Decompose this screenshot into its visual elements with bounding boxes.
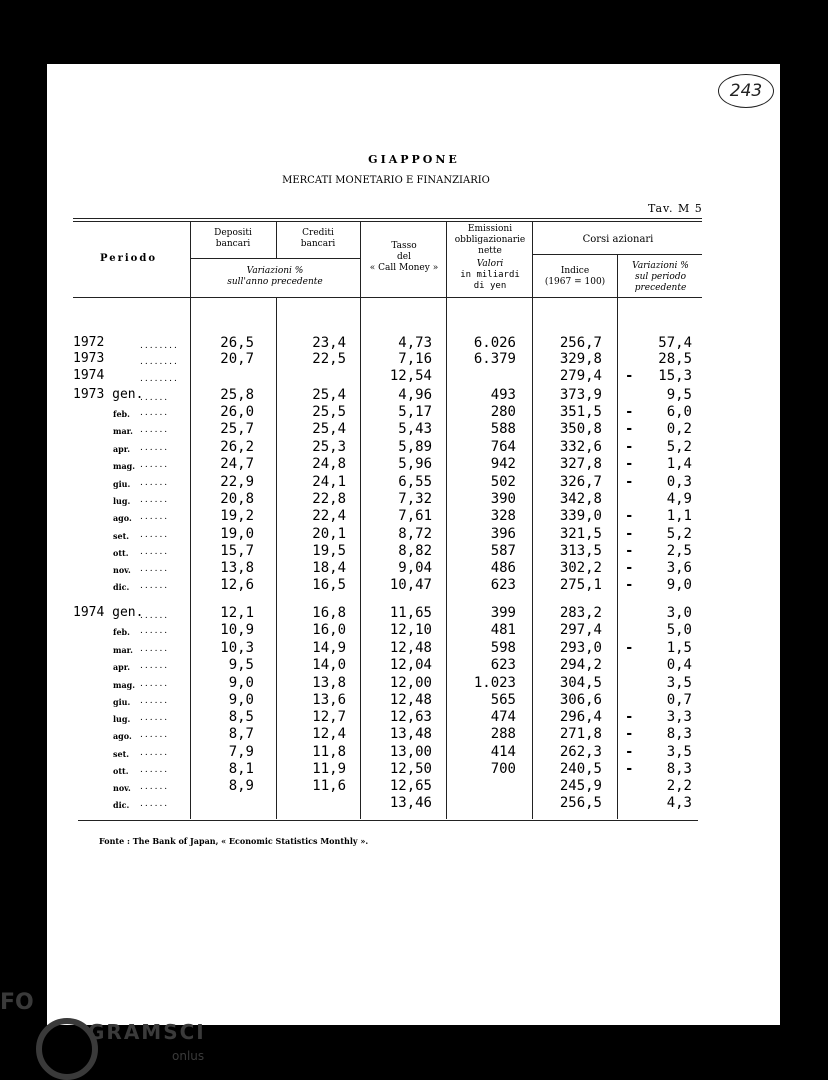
stock-change-value: 8,3 <box>666 761 692 777</box>
deposit-value: 19,0 <box>220 526 254 542</box>
stock-index-value: 373,9 <box>559 387 602 403</box>
call-money-value: 6,55 <box>398 474 432 490</box>
document-subtitle: MERCATI MONETARIO E FINANZIARIO <box>282 175 490 186</box>
stock-change-value: 3,6 <box>666 560 692 576</box>
call-money-value: 12,54 <box>389 368 432 384</box>
negative-sign: - <box>625 543 634 559</box>
bond-issue-value: 6.379 <box>473 351 516 367</box>
deposit-value: 26,2 <box>220 439 254 455</box>
call-money-value: 5,89 <box>398 439 432 455</box>
table-row <box>0 692 828 709</box>
bond-issue-value: 390 <box>490 491 516 507</box>
bond-issue-value: 587 <box>490 543 516 559</box>
table-top-rule <box>73 218 702 219</box>
stock-change-value: 4,3 <box>666 795 692 811</box>
row-leader-dots: ...... <box>140 661 170 671</box>
deposit-value: 24,7 <box>220 456 254 472</box>
stock-index-value: 240,5 <box>559 761 602 777</box>
stock-change-value: 0,4 <box>666 657 692 673</box>
stock-index-value: 342,8 <box>559 491 602 507</box>
credit-value: 16,5 <box>312 577 346 593</box>
negative-sign: - <box>625 709 634 725</box>
deposit-value: 9,0 <box>228 675 254 691</box>
stock-index-value: 245,9 <box>559 778 602 794</box>
deposit-value: 13,8 <box>220 560 254 576</box>
row-label: apr. <box>113 662 131 672</box>
bond-issue-value: 6.026 <box>473 335 516 351</box>
row-label: mag. <box>113 461 136 471</box>
stock-change-value: 2,2 <box>666 778 692 794</box>
row-label: set. <box>113 531 130 541</box>
deposit-value: 20,7 <box>220 351 254 367</box>
row-leader-dots: ...... <box>140 512 170 522</box>
header-depositi: Depositi bancari <box>214 228 252 249</box>
row-leader-dots: ...... <box>140 644 170 654</box>
header-valori: Valori in miliardi di yen <box>460 259 520 291</box>
row-label: 1974 <box>73 368 105 383</box>
stock-change-value: 5,2 <box>666 526 692 542</box>
row-label: 1973 <box>73 351 105 366</box>
stock-change-value: 0,7 <box>666 692 692 708</box>
stock-index-value: 326,7 <box>559 474 602 490</box>
stock-index-value: 296,4 <box>559 709 602 725</box>
deposit-value: 12,1 <box>220 605 254 621</box>
row-leader-dots: ...... <box>140 393 170 403</box>
row-label: mar. <box>113 426 133 436</box>
stock-index-value: 262,3 <box>559 744 602 760</box>
stock-index-value: 351,5 <box>559 404 602 420</box>
bond-issue-value: 474 <box>490 709 516 725</box>
bond-issue-value: 1.023 <box>473 675 516 691</box>
stock-change-value: 57,4 <box>658 335 692 351</box>
table-row <box>0 795 828 812</box>
credit-value: 13,8 <box>312 675 346 691</box>
stock-change-value: 5,2 <box>666 439 692 455</box>
row-leader-dots: ...... <box>140 443 170 453</box>
call-money-value: 4,73 <box>398 335 432 351</box>
bond-issue-value: 396 <box>490 526 516 542</box>
stock-index-value: 327,8 <box>559 456 602 472</box>
call-money-value: 5,96 <box>398 456 432 472</box>
header-emissioni: Emissioni obbligazionarie nette <box>454 224 526 256</box>
header-mid-rule <box>190 258 360 259</box>
bond-issue-value: 565 <box>490 692 516 708</box>
stock-change-value: 3,3 <box>666 709 692 725</box>
row-leader-dots: ...... <box>140 799 170 809</box>
call-money-value: 13,48 <box>389 726 432 742</box>
negative-sign: - <box>625 560 634 576</box>
header-tasso: Tasso del « Call Money » <box>369 241 439 273</box>
table-row <box>0 761 828 778</box>
deposit-value: 8,9 <box>228 778 254 794</box>
stock-change-value: 28,5 <box>658 351 692 367</box>
call-money-value: 12,48 <box>389 692 432 708</box>
negative-sign: - <box>625 577 634 593</box>
negative-sign: - <box>625 640 634 656</box>
table-row <box>0 726 828 743</box>
stock-change-value: 4,9 <box>666 491 692 507</box>
header-crediti: Crediti bancari <box>300 228 336 249</box>
stock-index-value: 271,8 <box>559 726 602 742</box>
row-label: ott. <box>113 548 129 558</box>
credit-value: 18,4 <box>312 560 346 576</box>
credit-value: 25,3 <box>312 439 346 455</box>
row-leader-dots: ...... <box>140 547 170 557</box>
table-row <box>0 543 828 560</box>
call-money-value: 7,32 <box>398 491 432 507</box>
row-leader-dots: ...... <box>140 611 170 621</box>
deposit-value: 19,2 <box>220 508 254 524</box>
stock-index-value: 302,2 <box>559 560 602 576</box>
call-money-value: 12,04 <box>389 657 432 673</box>
credit-value: 11,8 <box>312 744 346 760</box>
row-leader-dots: ........ <box>140 374 179 384</box>
bond-issue-value: 623 <box>490 577 516 593</box>
call-money-value: 13,00 <box>389 744 432 760</box>
bond-issue-value: 700 <box>490 761 516 777</box>
deposit-value: 25,7 <box>220 421 254 437</box>
credit-value: 13,6 <box>312 692 346 708</box>
deposit-value: 15,7 <box>220 543 254 559</box>
credit-value: 22,8 <box>312 491 346 507</box>
row-label: mar. <box>113 645 133 655</box>
row-leader-dots: ...... <box>140 408 170 418</box>
stock-change-value: 8,3 <box>666 726 692 742</box>
row-label: set. <box>113 749 130 759</box>
row-label: lug. <box>113 496 131 506</box>
row-label: giu. <box>113 697 131 707</box>
bond-issue-value: 486 <box>490 560 516 576</box>
credit-value: 16,8 <box>312 605 346 621</box>
row-leader-dots: ........ <box>140 357 179 367</box>
row-leader-dots: ...... <box>140 425 170 435</box>
bond-issue-value: 598 <box>490 640 516 656</box>
deposit-value: 8,7 <box>228 726 254 742</box>
row-label: ott. <box>113 766 129 776</box>
deposit-value: 20,8 <box>220 491 254 507</box>
table-row <box>0 560 828 577</box>
table-row <box>0 744 828 761</box>
stock-index-value: 283,2 <box>559 605 602 621</box>
table-row <box>0 657 828 674</box>
table-row <box>0 456 828 473</box>
watermark-text: FO <box>0 990 34 1015</box>
credit-value: 11,9 <box>312 761 346 777</box>
negative-sign: - <box>625 526 634 542</box>
stock-index-value: 313,5 <box>559 543 602 559</box>
negative-sign: - <box>625 368 634 384</box>
bond-issue-value: 493 <box>490 387 516 403</box>
negative-sign: - <box>625 761 634 777</box>
table-bottom-rule <box>78 820 698 821</box>
table-row <box>0 605 828 622</box>
deposit-value: 7,9 <box>228 744 254 760</box>
table-row <box>0 526 828 543</box>
credit-value: 11,6 <box>312 778 346 794</box>
deposit-value: 9,0 <box>228 692 254 708</box>
call-money-value: 7,16 <box>398 351 432 367</box>
table-row <box>0 577 828 594</box>
negative-sign: - <box>625 508 634 524</box>
bond-issue-value: 764 <box>490 439 516 455</box>
call-money-value: 8,82 <box>398 543 432 559</box>
stock-change-value: 5,0 <box>666 622 692 638</box>
table-row <box>0 709 828 726</box>
table-row <box>0 439 828 456</box>
deposit-value: 25,8 <box>220 387 254 403</box>
row-leader-dots: ...... <box>140 495 170 505</box>
row-label: ago. <box>113 731 132 741</box>
stock-index-value: 256,7 <box>559 335 602 351</box>
row-leader-dots: ...... <box>140 748 170 758</box>
stock-index-value: 293,0 <box>559 640 602 656</box>
row-label: feb. <box>113 409 130 419</box>
stock-index-value: 332,6 <box>559 439 602 455</box>
watermark-text: GRAMSCI <box>88 1020 206 1044</box>
credit-value: 19,5 <box>312 543 346 559</box>
row-label: mag. <box>113 680 136 690</box>
table-row <box>0 404 828 421</box>
row-label: dic. <box>113 800 130 810</box>
row-leader-dots: ...... <box>140 478 170 488</box>
call-money-value: 9,04 <box>398 560 432 576</box>
row-label: 1973 gen. <box>73 387 144 402</box>
row-leader-dots: ...... <box>140 713 170 723</box>
table-reference: Tav. M 5 <box>648 202 703 215</box>
bond-issue-value: 288 <box>490 726 516 742</box>
header-bottom-rule <box>73 297 702 298</box>
table-row <box>0 421 828 438</box>
negative-sign: - <box>625 474 634 490</box>
table-row <box>0 335 828 352</box>
watermark-text: onlus <box>172 1049 205 1063</box>
header-variazioni-periodo: Variazioni % sul periodo precedente <box>632 261 689 293</box>
header-corsi-azionari: Corsi azionari <box>582 234 654 245</box>
stock-change-value: 15,3 <box>658 368 692 384</box>
stock-change-value: 1,1 <box>666 508 692 524</box>
row-leader-dots: ...... <box>140 581 170 591</box>
negative-sign: - <box>625 744 634 760</box>
table-row <box>0 640 828 657</box>
stock-index-value: 350,8 <box>559 421 602 437</box>
stock-index-value: 306,6 <box>559 692 602 708</box>
table-row <box>0 351 828 368</box>
table-row <box>0 675 828 692</box>
bond-issue-value: 623 <box>490 657 516 673</box>
bond-issue-value: 399 <box>490 605 516 621</box>
negative-sign: - <box>625 421 634 437</box>
deposit-value: 26,5 <box>220 335 254 351</box>
credit-value: 25,4 <box>312 421 346 437</box>
stock-change-value: 0,2 <box>666 421 692 437</box>
row-label: 1974 gen. <box>73 605 144 620</box>
deposit-value: 10,3 <box>220 640 254 656</box>
stock-change-value: 6,0 <box>666 404 692 420</box>
row-leader-dots: ...... <box>140 782 170 792</box>
stock-change-value: 9,0 <box>666 577 692 593</box>
deposit-value: 9,5 <box>228 657 254 673</box>
stock-index-value: 304,5 <box>559 675 602 691</box>
stock-change-value: 1,5 <box>666 640 692 656</box>
bond-issue-value: 481 <box>490 622 516 638</box>
credit-value: 22,4 <box>312 508 346 524</box>
stock-index-value: 339,0 <box>559 508 602 524</box>
deposit-value: 8,5 <box>228 709 254 725</box>
stock-index-value: 279,4 <box>559 368 602 384</box>
call-money-value: 5,43 <box>398 421 432 437</box>
call-money-value: 12,50 <box>389 761 432 777</box>
stock-change-value: 3,0 <box>666 605 692 621</box>
row-leader-dots: ...... <box>140 730 170 740</box>
deposit-value: 26,0 <box>220 404 254 420</box>
header-indice: Indice (1967 = 100) <box>544 266 606 287</box>
stock-index-value: 275,1 <box>559 577 602 593</box>
call-money-value: 8,72 <box>398 526 432 542</box>
bond-issue-value: 942 <box>490 456 516 472</box>
row-leader-dots: ...... <box>140 679 170 689</box>
table-row <box>0 368 828 385</box>
table-row <box>0 778 828 795</box>
call-money-value: 11,65 <box>389 605 432 621</box>
row-leader-dots: ...... <box>140 626 170 636</box>
row-leader-dots: ...... <box>140 765 170 775</box>
header-periodo: Periodo <box>100 253 158 264</box>
call-money-value: 12,00 <box>389 675 432 691</box>
stock-change-value: 3,5 <box>666 744 692 760</box>
bond-issue-value: 414 <box>490 744 516 760</box>
table-row <box>0 508 828 525</box>
credit-value: 25,4 <box>312 387 346 403</box>
row-label: lug. <box>113 714 131 724</box>
row-label: dic. <box>113 582 130 592</box>
negative-sign: - <box>625 726 634 742</box>
table-row <box>0 474 828 491</box>
stock-index-value: 321,5 <box>559 526 602 542</box>
stock-index-value: 294,2 <box>559 657 602 673</box>
deposit-value: 22,9 <box>220 474 254 490</box>
row-label: nov. <box>113 783 131 793</box>
credit-value: 12,7 <box>312 709 346 725</box>
credit-value: 24,1 <box>312 474 346 490</box>
row-leader-dots: ...... <box>140 564 170 574</box>
credit-value: 16,0 <box>312 622 346 638</box>
stock-index-value: 329,8 <box>559 351 602 367</box>
call-money-value: 12,10 <box>389 622 432 638</box>
credit-value: 22,5 <box>312 351 346 367</box>
stock-change-value: 9,5 <box>666 387 692 403</box>
credit-value: 12,4 <box>312 726 346 742</box>
row-leader-dots: ........ <box>140 341 179 351</box>
call-money-value: 4,96 <box>398 387 432 403</box>
credit-value: 14,9 <box>312 640 346 656</box>
bond-issue-value: 588 <box>490 421 516 437</box>
row-label: giu. <box>113 479 131 489</box>
table-top-rule-2 <box>73 221 702 222</box>
credit-value: 23,4 <box>312 335 346 351</box>
stock-change-value: 1,4 <box>666 456 692 472</box>
table-row <box>0 387 828 404</box>
stock-index-value: 256,5 <box>559 795 602 811</box>
negative-sign: - <box>625 404 634 420</box>
call-money-value: 7,61 <box>398 508 432 524</box>
row-label: feb. <box>113 627 130 637</box>
row-leader-dots: ...... <box>140 530 170 540</box>
row-label: ago. <box>113 513 132 523</box>
credit-value: 14,0 <box>312 657 346 673</box>
table-row <box>0 491 828 508</box>
stock-change-value: 2,5 <box>666 543 692 559</box>
call-money-value: 12,48 <box>389 640 432 656</box>
deposit-value: 12,6 <box>220 577 254 593</box>
col-divider <box>276 222 277 258</box>
bond-issue-value: 328 <box>490 508 516 524</box>
source-footnote: Fonte : The Bank of Japan, « Economic Statistics Monthly ». <box>99 836 369 846</box>
call-money-value: 13,46 <box>389 795 432 811</box>
row-label: nov. <box>113 565 131 575</box>
negative-sign: - <box>625 456 634 472</box>
deposit-value: 8,1 <box>228 761 254 777</box>
document-title: GIAPPONE <box>368 153 460 166</box>
call-money-value: 12,65 <box>389 778 432 794</box>
stock-change-value: 0,3 <box>666 474 692 490</box>
call-money-value: 12,63 <box>389 709 432 725</box>
bond-issue-value: 502 <box>490 474 516 490</box>
deposit-value: 10,9 <box>220 622 254 638</box>
row-label: 1972 <box>73 335 105 350</box>
credit-value: 20,1 <box>312 526 346 542</box>
row-leader-dots: ...... <box>140 460 170 470</box>
credit-value: 24,8 <box>312 456 346 472</box>
row-leader-dots: ...... <box>140 696 170 706</box>
call-money-value: 10,47 <box>389 577 432 593</box>
header-variazioni-annue: Variazioni % sull'anno precedente <box>227 266 323 287</box>
credit-value: 25,5 <box>312 404 346 420</box>
bond-issue-value: 280 <box>490 404 516 420</box>
negative-sign: - <box>625 439 634 455</box>
stock-change-value: 3,5 <box>666 675 692 691</box>
page-number-stamp: 243 <box>718 74 774 108</box>
stock-index-value: 297,4 <box>559 622 602 638</box>
table-row <box>0 622 828 639</box>
call-money-value: 5,17 <box>398 404 432 420</box>
row-label: apr. <box>113 444 131 454</box>
